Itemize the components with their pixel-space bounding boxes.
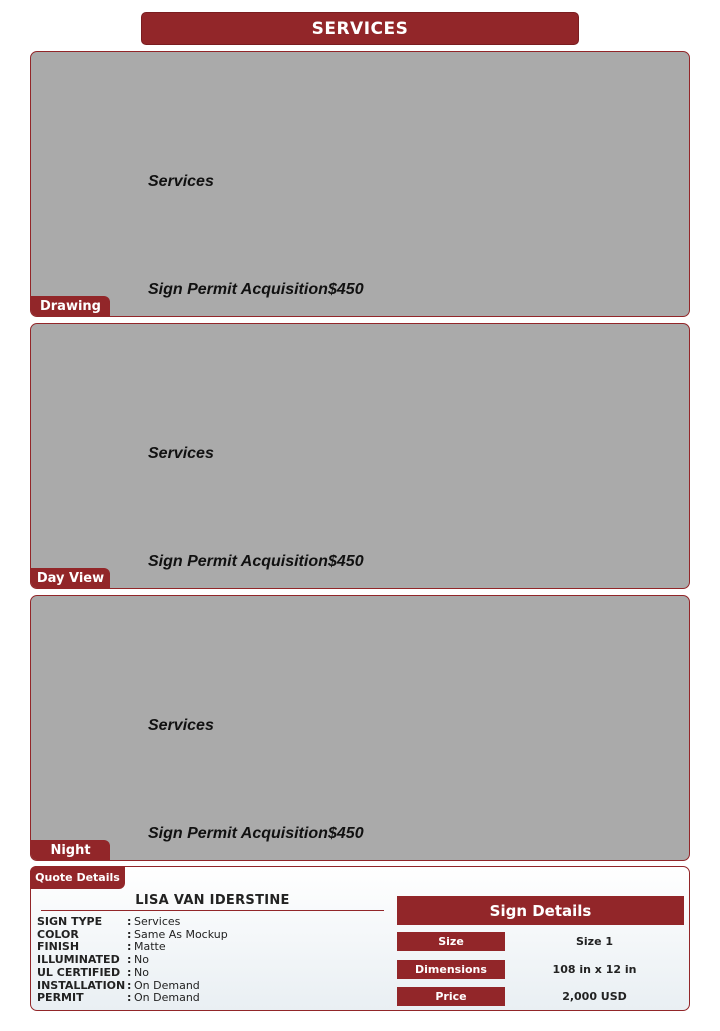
tab-drawing[interactable]: Drawing xyxy=(31,296,110,316)
spec-list xyxy=(37,916,228,1005)
spec-row-ul-certified: UL CERTIFIED : No xyxy=(37,965,149,979)
sign-detail-dimensions: Dimensions 108 in x 12 in xyxy=(397,960,684,979)
tab-day-view[interactable]: Day View xyxy=(31,568,110,588)
spec-row-sign-type: SIGN TYPE : Services xyxy=(37,915,181,928)
spec-row-illuminated: ILLUMINATED : No xyxy=(37,953,149,967)
services-text xyxy=(148,409,657,589)
permit-line: Sign Permit Acquisition$450 xyxy=(148,825,364,842)
drawing-panel xyxy=(30,51,690,317)
spec-row-finish: FINISH : Matte xyxy=(37,940,166,954)
page-title: SERVICES xyxy=(141,12,579,45)
sign-details-title: Sign Details xyxy=(397,896,684,925)
customer-name: LISA VAN IDERSTINE xyxy=(41,893,384,911)
spec-row-color: COLOR : Same As Mockup xyxy=(37,927,228,941)
services-heading: Services xyxy=(148,717,214,734)
spec-row-installation: INSTALLATION : On Demand xyxy=(37,978,200,992)
permit-line: Sign Permit Acquisition$450 xyxy=(148,281,364,298)
services-text xyxy=(148,137,657,317)
sign-detail-size: Size Size 1 xyxy=(397,932,684,951)
spec-row-permit: PERMIT : On Demand xyxy=(37,991,200,1005)
services-heading: Services xyxy=(148,445,214,462)
day-view-panel xyxy=(30,323,690,589)
night-panel xyxy=(30,595,690,861)
sign-detail-price: Price 2,000 USD xyxy=(397,987,684,1006)
services-heading: Services xyxy=(148,173,214,190)
services-text xyxy=(148,681,657,861)
permit-line: Sign Permit Acquisition$450 xyxy=(148,553,364,570)
quote-details-box xyxy=(30,866,690,1011)
quote-details-tab: Quote Details xyxy=(30,866,125,889)
tab-night[interactable]: Night xyxy=(31,840,110,860)
